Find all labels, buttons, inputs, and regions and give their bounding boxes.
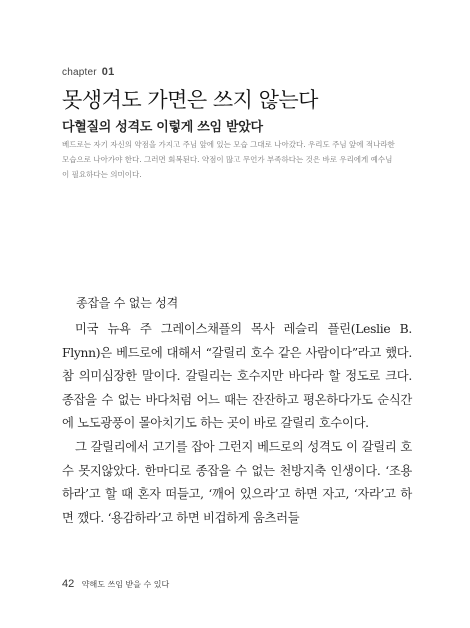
chapter-title: 못생겨도 가면은 쓰지 않는다 <box>62 88 318 112</box>
page-number: 42 <box>62 578 75 590</box>
body-paragraph: 그 갈릴리에서 고기를 잡아 그런지 베드로의 성격도 이 갈릴리 호수 못지않았다. 한마디로 종잡을 수 없는 천방지축 인생이다. ‘조용하라’고 할 때 혼자 떠들고, ‘깨어 있으라’고 하면 자고, ‘자라’고 하면 깼다. ‘용감하라’고 하면 비겁하게 움츠러들 <box>62 439 412 525</box>
section-heading: 종잡을 수 없는 성격 <box>76 296 178 310</box>
chapter-label <box>62 66 114 78</box>
chapter-subtitle: 다혈질의 성격도 이렇게 쓰임 받았다 <box>62 120 263 135</box>
intro-line: 이 필요하다는 의미이다. <box>62 170 142 179</box>
page-footer <box>62 578 169 590</box>
chapter-word: chapter <box>62 67 97 78</box>
chapter-intro <box>62 137 412 182</box>
chapter-number: 01 <box>101 66 115 78</box>
body-paragraph: 미국 뉴욕 주 그레이스채플의 목사 레슬리 플린(Leslie B. Flynn)은 베드로에 대해서 “갈릴리 호수 같은 사람이다”라고 했다. 참 의미심장한 말이다. 갈릴리는 호수지만 바다라 할 정도로 크다. 종잡을 수 없는 바다처럼 어느 때는 잔잔하고 평온하다가도 순식간에 노도광풍이 몰아치기도 하는 곳이 바로 갈릴리 호수이다. <box>62 322 412 431</box>
intro-line: 베드로는 자기 자신의 약점을 가지고 주님 앞에 있는 모습 그대로 나아갔다. 우리도 주님 앞에 적나라한 <box>62 140 395 149</box>
running-title: 약해도 쓰임 받을 수 있다 <box>81 580 170 589</box>
body-text <box>62 318 412 530</box>
intro-line: 모습으로 나아가야 한다. 그러면 회복된다. 약점이 많고 무언가 부족하다는 것은 바로 우리에게 예수님 <box>62 155 393 164</box>
